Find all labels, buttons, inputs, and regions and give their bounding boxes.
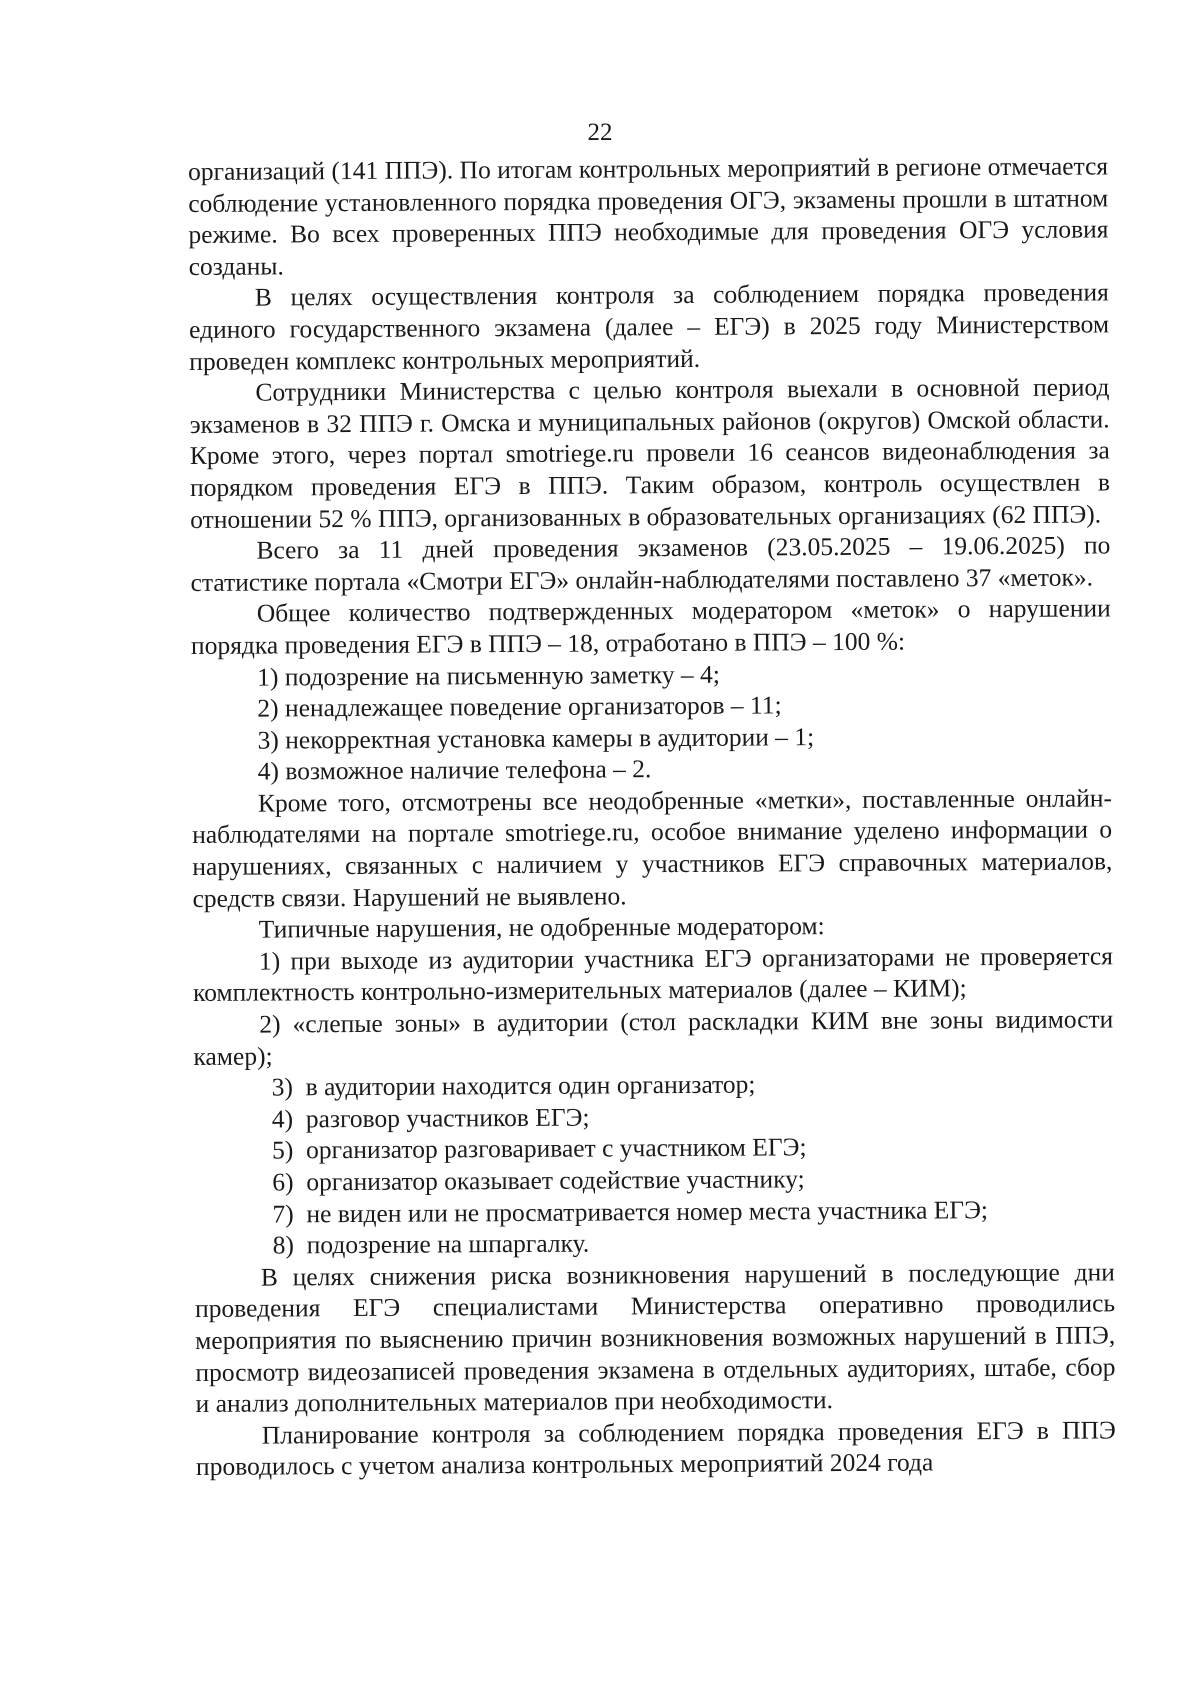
paragraph: Всего за 11 дней проведения экзаменов (23.05.2025 – 19.06.2025) по статистике портала «Смотри ЕГЭ» онлайн-наблюдателями поставлено 37 «меток». [190,530,1111,597]
list-item: 2) «слепые зоны» в аудитории (стол раскладки КИМ вне зоны видимости камер); [193,1004,1114,1071]
list-item: 3) некорректная установка камеры в аудитории – 1; [257,721,815,755]
list-item-text: в аудитории находится один организатор; [305,1069,756,1102]
page-number: 22 [587,119,613,146]
list-item-text: организатор оказывает содействие участнику; [306,1164,805,1197]
paragraph: Сотрудники Министерства с целью контроля выехали в основной период экзаменов в 32 ППЭ г. Омска и муниципальных районов (округов) Омской области. Кроме этого, через портал smotriege.ru провели 16 сеансов видеонаблюдения за порядком проведения ЕГЭ в ППЭ. Таким образом, контроль осуществлен в отношении 52 % ППЭ, организованных в образовательных организациях (62 ППЭ). [189,372,1111,534]
list-item-number: 4) [271,1104,294,1134]
list-item-text: организатор разговаривает с участником ЕГЭ; [305,1132,807,1165]
list-item [194,1193,1114,1230]
list-item-text: разговор участников ЕГЭ; [305,1102,590,1134]
list-item-number: 8) [272,1230,294,1260]
list-item-text: не виден или не просматривается номер места участника ЕГЭ; [306,1194,989,1228]
paragraph: Кроме того, отсмотрены все неодобренные «метки», поставленные онлайн-наблюдателями на портале smotriege.ru, особое внимание уделено информации о нарушениях, связанных с наличием у участников ЕГЭ справочных материалов, средств связи. Нарушений не выявлено. [192,783,1113,913]
list-item-number: 3) [271,1072,294,1102]
list-item: 4) возможное наличие телефона – 2. [257,754,652,786]
list-item: 1) подозрение на письменную заметку – 4; [257,659,721,692]
list-item: 1) при выходе из аудитории участника ЕГЭ организаторами не проверяется комплектность контрольно-измерительных материалов (далее – КИМ); [193,941,1113,1008]
paragraph: организаций (141 ППЭ). По итогам контрольных мероприятий в регионе отмечается соблюдение установленного порядка проведения ОГЭ, экзамены прошли в штатном режиме. Во всех проверенных ППЭ необходимые для проведения ОГЭ условия созданы. [188,151,1109,281]
paragraph: Типичные нарушения, не одобренные модератором: [258,911,825,944]
paragraph: Планирование контроля за соблюдением порядка проведения ЕГЭ в ППЭ проводилось с учетом анализа контрольных мероприятий 2024 года [195,1415,1116,1482]
paragraph: В целях осуществления контроля за соблюдением порядка проведения единого государственного экзамена (далее – ЕГЭ) в 2025 году Министерством проведен комплекс контрольных мероприятий. [188,277,1110,376]
paragraph: В целях снижения риска возникновения нарушений в последующие дни проведения ЕГЭ специалистами Министерства оперативно проводились мероприятия по выяснению причин возникновения возможных нарушений в ППЭ, просмотр видеозаписей проведения экзамена в отдельных аудиториях, штабе, сбор и анализ дополнительных материалов при необходимости. [194,1257,1116,1419]
paragraph: Общее количество подтвержденных модератором «меток» о нарушении порядка проведения ЕГЭ в ППЭ – 18, отработано в ППЭ – 100 %: [190,593,1111,660]
list-item-number: 5) [271,1135,294,1165]
list-item-number: 6) [272,1167,294,1197]
list-item: 2) ненадлежащее поведение организаторов – 11; [257,690,782,723]
list-item-number: 7) [272,1198,294,1229]
list-item-text: подозрение на шпаргалку. [306,1228,590,1260]
document-body [188,150,1116,1483]
